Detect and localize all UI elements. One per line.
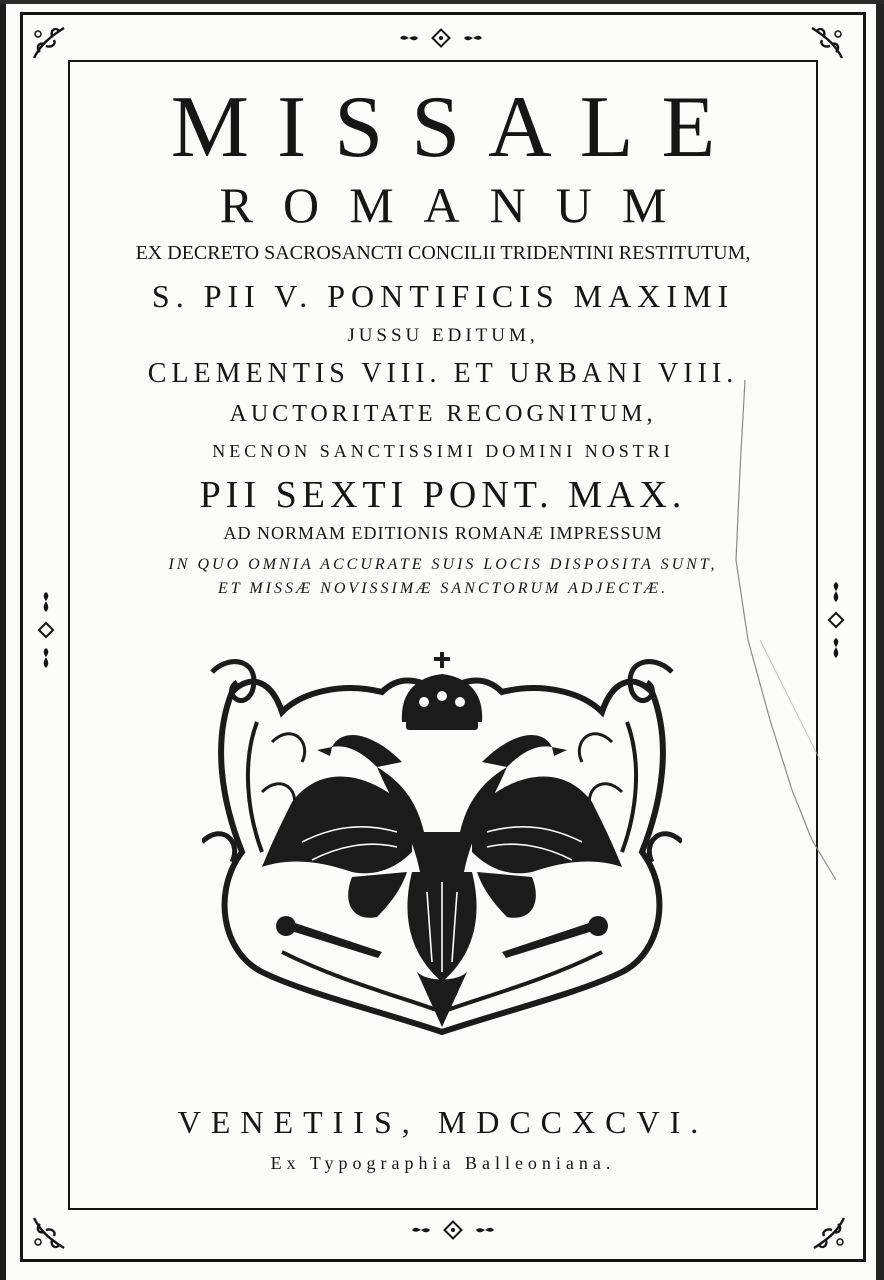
content-line-2: ET MISSÆ NOVISSIMÆ SANCTORUM ADJECTÆ. [217, 580, 669, 597]
decree-line: EX DECRETO SACROSANCTI CONCILII TRIDENTINI RESTITUTUM, [135, 242, 751, 264]
corner-ornament-icon [30, 1214, 70, 1254]
pius-sixth-line: PII SEXTI PONT. MAX. [199, 474, 687, 516]
double-headed-eagle-crest-icon [202, 652, 682, 1042]
place-date-line: VENETIIS, MDCCXCVI. [177, 1104, 709, 1140]
title-line-2: ROMANUM [219, 177, 697, 233]
fleuron-ornament-icon [408, 1220, 498, 1240]
edited-line: JUSSU EDITUM, [347, 325, 539, 346]
corner-ornament-icon [806, 22, 846, 62]
fleuron-ornament-icon [396, 28, 486, 48]
printer-line: Ex Typographia Balleoniana. [270, 1153, 616, 1173]
clement-urban-line: CLEMENTIS VIII. ET URBANI VIII. [147, 358, 739, 389]
recognized-line: AUCTORITATE RECOGNITUM, [229, 401, 657, 427]
title-line-1: MISSALE [170, 79, 744, 176]
necnon-line: NECNON SANCTISSIMI DOMINI NOSTRI [212, 441, 674, 461]
side-fleuron-ornament-icon [826, 580, 846, 660]
norm-line: AD NORMAM EDITIONIS ROMANÆ IMPRESSUM [223, 523, 663, 543]
corner-ornament-icon [30, 22, 70, 62]
side-fleuron-ornament-icon [36, 590, 56, 670]
scan-edge-top [0, 0, 884, 4]
corner-ornament-icon [808, 1214, 848, 1254]
scan-edge-right [876, 0, 884, 1280]
scan-edge-left [0, 0, 6, 1280]
content-line-1: IN QUO OMNIA ACCURATE SUIS LOCIS DISPOSITA SUNT, [168, 556, 718, 573]
pope-line: S. PII V. PONTIFICIS MAXIMI [151, 278, 735, 314]
